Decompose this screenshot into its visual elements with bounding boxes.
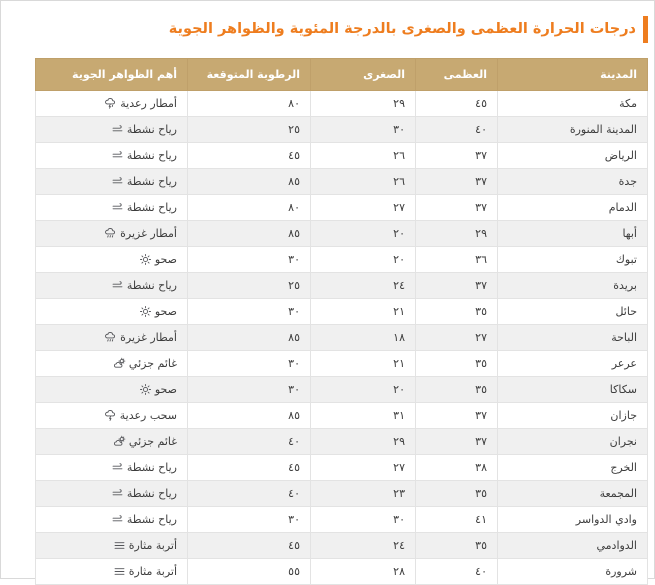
min-temp-cell: ١٨	[311, 325, 416, 351]
city-cell: الخرج	[498, 455, 648, 481]
wind-icon	[111, 149, 124, 162]
table-row	[36, 455, 648, 481]
phenomenon-label: رياح نشطة	[126, 513, 177, 526]
max-temp-cell: ٢٩	[416, 221, 498, 247]
wind-icon	[111, 201, 124, 214]
phenomenon-cell	[36, 117, 188, 143]
min-temp-cell: ٢٠	[311, 221, 416, 247]
page-title: درجات الحرارة العظمى والصغرى بالدرجة المئوية والظواهر الجوية	[168, 21, 636, 38]
header-phenomena: أهم الظواهر الجوية	[36, 59, 188, 91]
humidity-cell: ٨٥	[188, 169, 311, 195]
phenomenon-cell	[36, 481, 188, 507]
phenomenon-cell	[36, 221, 188, 247]
partly-cloudy-icon	[113, 435, 126, 448]
phenomenon-label: رياح نشطة	[126, 461, 177, 474]
header-max-temp: العظمى	[416, 59, 498, 91]
phenomenon-label: صحو	[154, 305, 177, 318]
max-temp-cell: ٣٥	[416, 377, 498, 403]
table-row	[36, 169, 648, 195]
max-temp-cell: ٣٥	[416, 351, 498, 377]
dust-icon	[113, 565, 126, 578]
city-cell: جدة	[498, 169, 648, 195]
dust-icon	[113, 539, 126, 552]
city-cell: عرعر	[498, 351, 648, 377]
city-cell: وادي الدواسر	[498, 507, 648, 533]
table-header-row	[36, 59, 648, 91]
city-cell: الدمام	[498, 195, 648, 221]
phenomenon-cell	[36, 377, 188, 403]
humidity-cell: ٥٥	[188, 559, 311, 585]
city-cell: نجران	[498, 429, 648, 455]
min-temp-cell: ٢٦	[311, 169, 416, 195]
max-temp-cell: ٣٧	[416, 169, 498, 195]
min-temp-cell: ٢٠	[311, 377, 416, 403]
phenomenon-cell	[36, 455, 188, 481]
phenomenon-label: رياح نشطة	[126, 487, 177, 500]
max-temp-cell: ٤٥	[416, 91, 498, 117]
min-temp-cell: ٢٧	[311, 455, 416, 481]
humidity-cell: ٤٠	[188, 429, 311, 455]
phenomenon-label: أمطار رعدية	[120, 97, 177, 110]
humidity-cell: ٤٥	[188, 533, 311, 559]
max-temp-cell: ٣٧	[416, 429, 498, 455]
min-temp-cell: ٢٦	[311, 143, 416, 169]
phenomenon-cell	[36, 351, 188, 377]
phenomenon-label: أتربة مثارة	[128, 565, 177, 578]
phenomenon-cell	[36, 247, 188, 273]
sun-icon	[139, 305, 152, 318]
phenomenon-cell	[36, 325, 188, 351]
city-cell: المجمعة	[498, 481, 648, 507]
min-temp-cell: ٢٤	[311, 533, 416, 559]
wind-icon	[111, 487, 124, 500]
min-temp-cell: ٢١	[311, 299, 416, 325]
thunder-rain-icon	[104, 97, 117, 110]
phenomenon-label: رياح نشطة	[126, 149, 177, 162]
phenomenon-cell	[36, 429, 188, 455]
wind-icon	[111, 123, 124, 136]
table-row	[36, 195, 648, 221]
phenomenon-label: رياح نشطة	[126, 175, 177, 188]
city-cell: المدينة المنورة	[498, 117, 648, 143]
phenomenon-cell	[36, 91, 188, 117]
humidity-cell: ٤٠	[188, 481, 311, 507]
humidity-cell: ٨٥	[188, 403, 311, 429]
city-cell: الدوادمي	[498, 533, 648, 559]
table-row	[36, 403, 648, 429]
humidity-cell: ٨٥	[188, 221, 311, 247]
phenomenon-label: صحو	[154, 383, 177, 396]
table-row	[36, 481, 648, 507]
phenomenon-label: رياح نشطة	[126, 123, 177, 136]
table-row	[36, 377, 648, 403]
phenomenon-cell	[36, 403, 188, 429]
humidity-cell: ٨٠	[188, 91, 311, 117]
phenomenon-label: صحو	[154, 253, 177, 266]
phenomenon-cell	[36, 143, 188, 169]
max-temp-cell: ٣٨	[416, 455, 498, 481]
phenomenon-cell	[36, 273, 188, 299]
min-temp-cell: ٣٠	[311, 507, 416, 533]
min-temp-cell: ٢٠	[311, 247, 416, 273]
sun-icon	[139, 383, 152, 396]
humidity-cell: ٤٥	[188, 455, 311, 481]
table-row	[36, 351, 648, 377]
phenomenon-label: رياح نشطة	[126, 279, 177, 292]
weather-table	[35, 58, 648, 585]
min-temp-cell: ٢٤	[311, 273, 416, 299]
header-humidity: الرطوبة المتوقعة	[188, 59, 311, 91]
max-temp-cell: ٣٥	[416, 481, 498, 507]
table-row	[36, 325, 648, 351]
table-row	[36, 273, 648, 299]
max-temp-cell: ٣٧	[416, 195, 498, 221]
city-cell: حائل	[498, 299, 648, 325]
table-row	[36, 507, 648, 533]
phenomenon-label: غائم جزئي	[128, 357, 177, 370]
min-temp-cell: ٢٨	[311, 559, 416, 585]
min-temp-cell: ٢٣	[311, 481, 416, 507]
humidity-cell: ٣٠	[188, 299, 311, 325]
phenomenon-label: رياح نشطة	[126, 201, 177, 214]
humidity-cell: ٤٥	[188, 143, 311, 169]
max-temp-cell: ٣٦	[416, 247, 498, 273]
table-row	[36, 429, 648, 455]
phenomenon-label: أمطار غزيرة	[120, 331, 177, 344]
city-cell: الرياض	[498, 143, 648, 169]
humidity-cell: ٣٠	[188, 247, 311, 273]
max-temp-cell: ٣٥	[416, 299, 498, 325]
city-cell: شرورة	[498, 559, 648, 585]
humidity-cell: ٣٠	[188, 351, 311, 377]
humidity-cell: ٨٠	[188, 195, 311, 221]
humidity-cell: ٣٠	[188, 377, 311, 403]
humidity-cell: ٢٥	[188, 117, 311, 143]
heavy-rain-icon	[104, 331, 117, 344]
city-cell: أبها	[498, 221, 648, 247]
wind-icon	[111, 461, 124, 474]
phenomenon-cell	[36, 169, 188, 195]
min-temp-cell: ٢٩	[311, 429, 416, 455]
max-temp-cell: ٣٥	[416, 533, 498, 559]
min-temp-cell: ٢١	[311, 351, 416, 377]
max-temp-cell: ٣٧	[416, 403, 498, 429]
table-row	[36, 299, 648, 325]
min-temp-cell: ٢٩	[311, 91, 416, 117]
phenomenon-cell	[36, 507, 188, 533]
max-temp-cell: ٤٠	[416, 117, 498, 143]
min-temp-cell: ٣٠	[311, 117, 416, 143]
table-row	[36, 533, 648, 559]
phenomenon-label: سحب رعدية	[119, 409, 177, 422]
heavy-rain-icon	[104, 227, 117, 240]
table-row	[36, 143, 648, 169]
table-row	[36, 247, 648, 273]
table-row	[36, 559, 648, 585]
title-bar	[38, 16, 648, 43]
city-cell: مكة	[498, 91, 648, 117]
phenomenon-label: غائم جزئي	[128, 435, 177, 448]
wind-icon	[111, 175, 124, 188]
header-min-temp: الصغرى	[311, 59, 416, 91]
max-temp-cell: ٢٧	[416, 325, 498, 351]
city-cell: تبوك	[498, 247, 648, 273]
title-accent-bar	[643, 16, 648, 43]
min-temp-cell: ٣١	[311, 403, 416, 429]
city-cell: جازان	[498, 403, 648, 429]
city-cell: الباحة	[498, 325, 648, 351]
table-row	[36, 91, 648, 117]
max-temp-cell: ٣٧	[416, 273, 498, 299]
phenomenon-label: أمطار غزيرة	[120, 227, 177, 240]
humidity-cell: ٣٠	[188, 507, 311, 533]
min-temp-cell: ٢٧	[311, 195, 416, 221]
partly-cloudy-icon	[113, 357, 126, 370]
table-row	[36, 221, 648, 247]
phenomenon-cell	[36, 299, 188, 325]
max-temp-cell: ٤١	[416, 507, 498, 533]
table-row	[36, 117, 648, 143]
city-cell: بريدة	[498, 273, 648, 299]
city-cell: سكاكا	[498, 377, 648, 403]
phenomenon-cell	[36, 559, 188, 585]
max-temp-cell: ٤٠	[416, 559, 498, 585]
phenomenon-cell	[36, 533, 188, 559]
humidity-cell: ٢٥	[188, 273, 311, 299]
wind-icon	[111, 513, 124, 526]
wind-icon	[111, 279, 124, 292]
max-temp-cell: ٣٧	[416, 143, 498, 169]
phenomenon-cell	[36, 195, 188, 221]
humidity-cell: ٨٥	[188, 325, 311, 351]
thunder-cloud-icon	[104, 409, 117, 422]
header-city: المدينة	[498, 59, 648, 91]
phenomenon-label: أتربة مثارة	[128, 539, 177, 552]
sun-icon	[139, 253, 152, 266]
